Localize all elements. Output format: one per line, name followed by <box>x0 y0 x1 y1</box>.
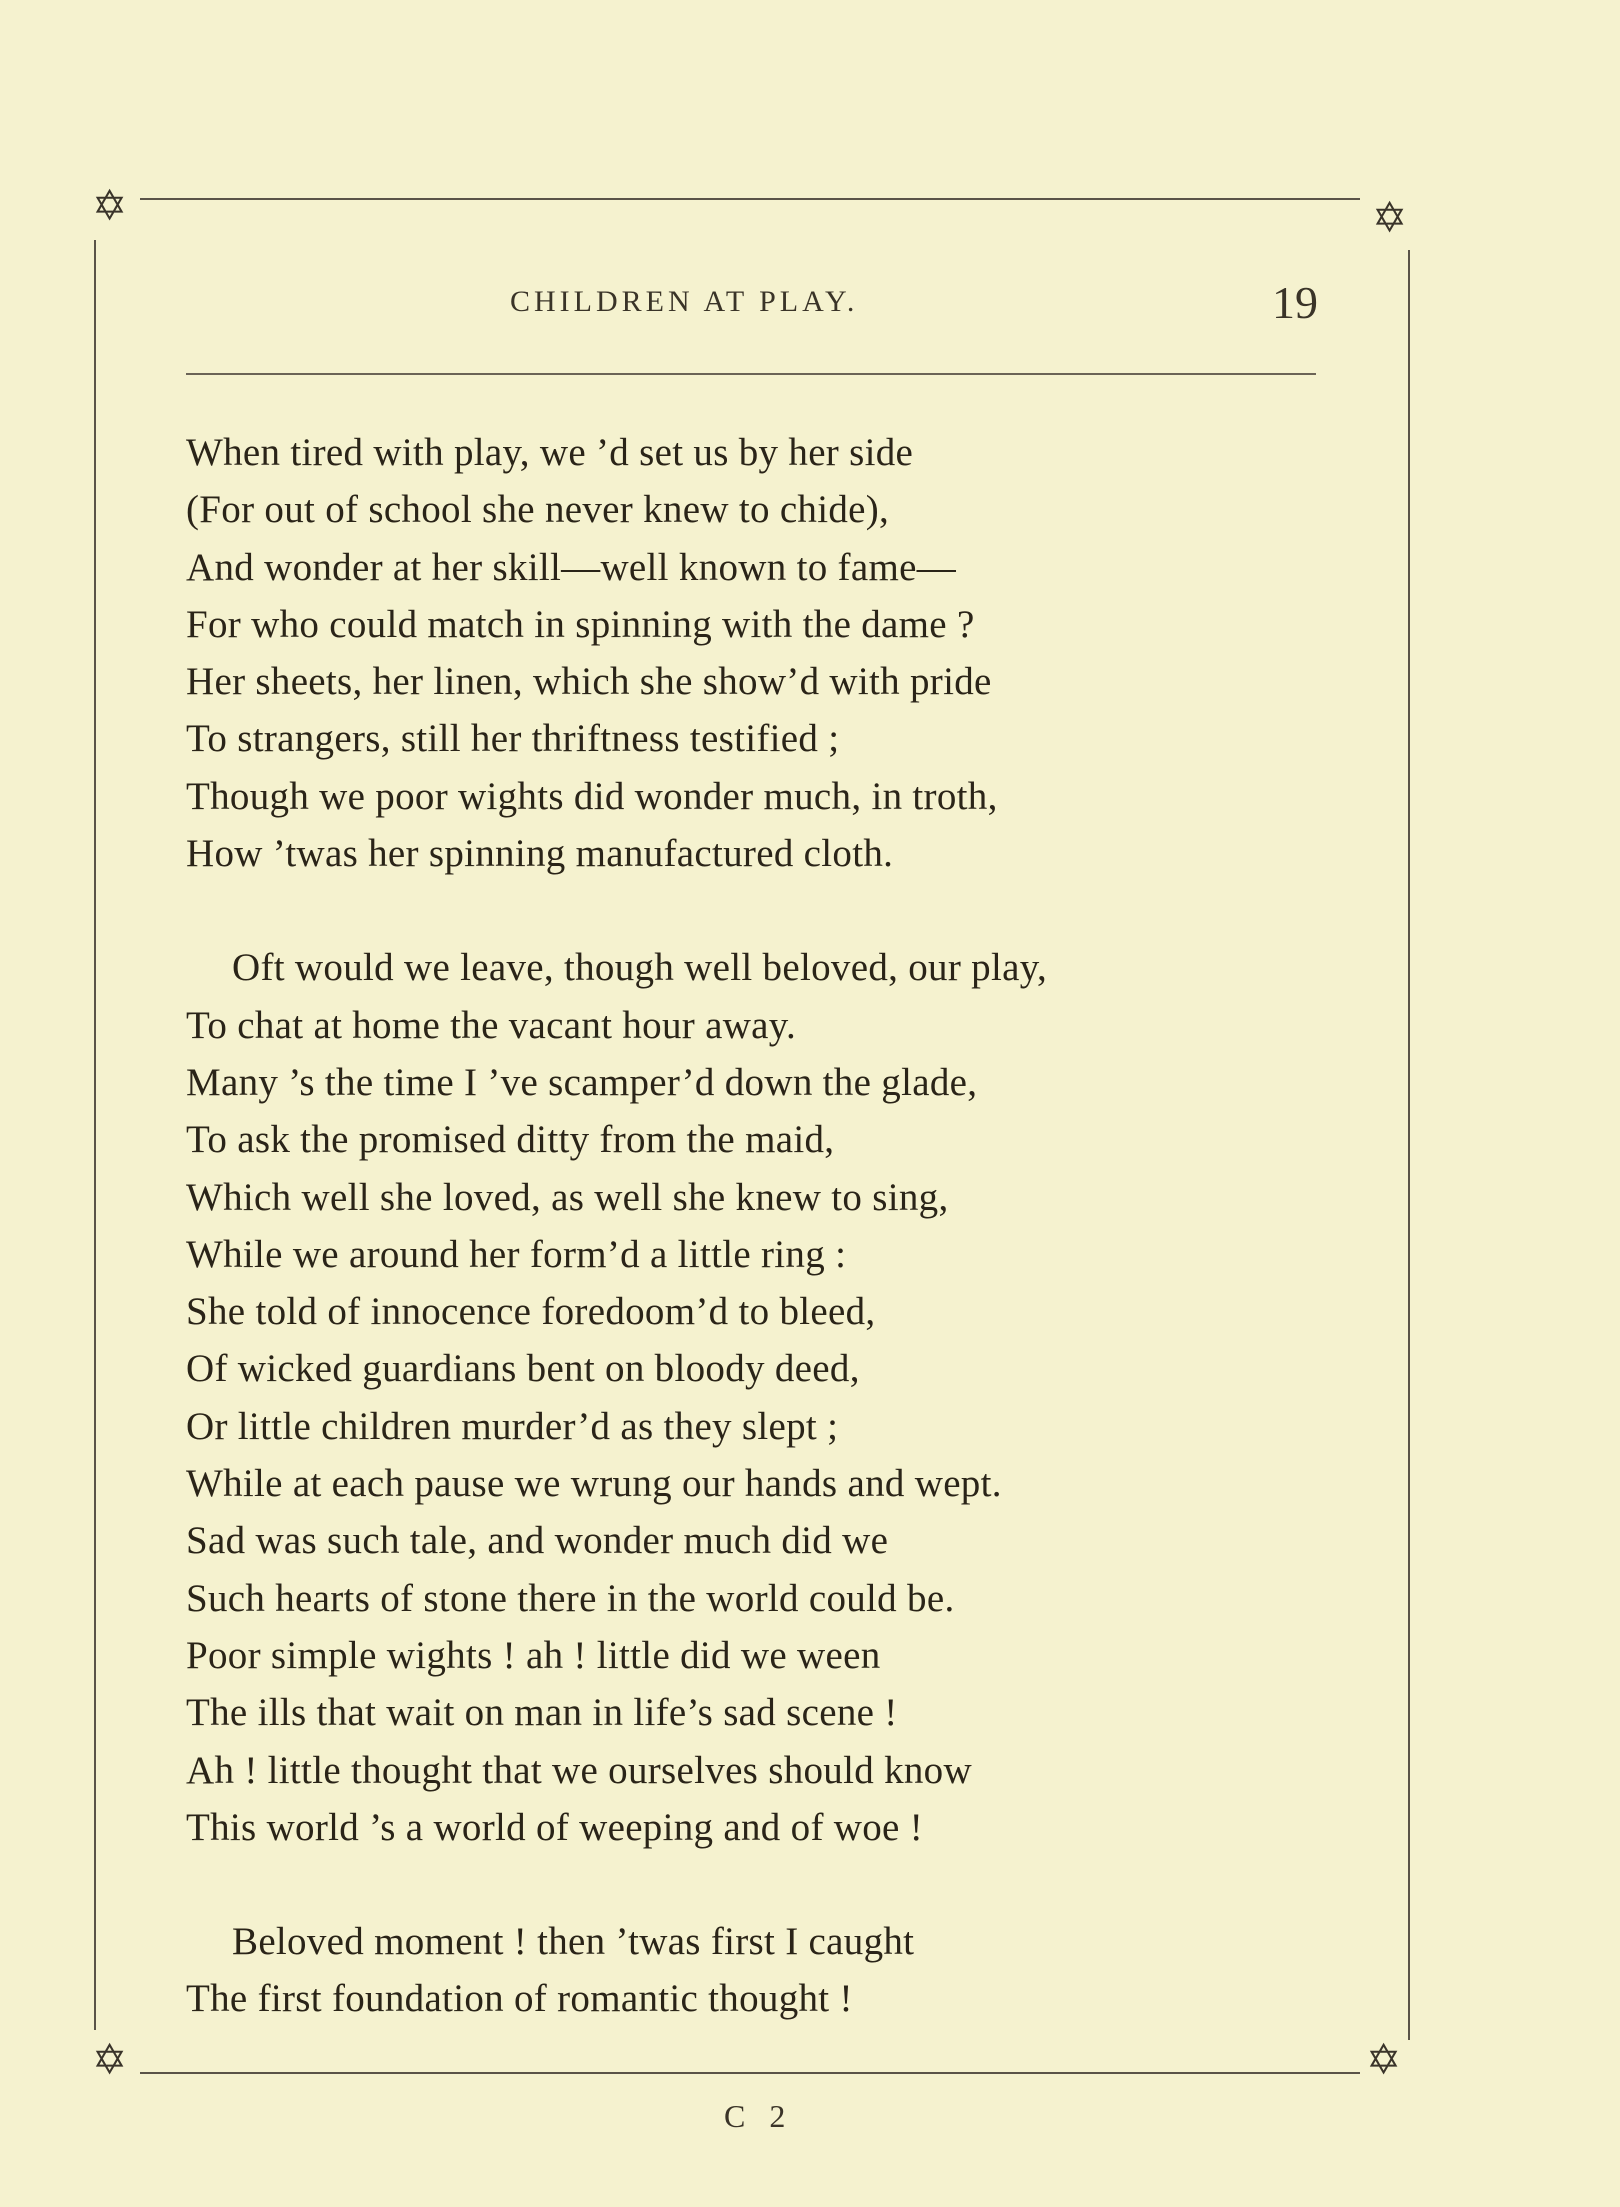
poem-line: Sad was such tale, and wonder much did we <box>186 1519 889 1563</box>
poem-line: Poor simple wights ! ah ! little did we ween <box>186 1633 881 1677</box>
poem-line: The ills that wait on man in life’s sad scene ! <box>186 1691 898 1735</box>
frame-left-line <box>94 240 96 2030</box>
frame-top-line <box>140 198 1360 200</box>
poem-line: Which well she loved, as well she knew to sing, <box>186 1175 949 1219</box>
poem-line: For who could match in spinning with the dame ? <box>186 602 975 646</box>
ornament-icon-bottom-left: ✡ <box>92 2038 128 2084</box>
poem-line: While at each pause we wrung our hands and wept. <box>186 1462 1002 1506</box>
poem-line: Ah ! little thought that we ourselves should know <box>186 1748 972 1792</box>
poem-line: Many ’s the time I ’ve scamper’d down the glade, <box>186 1060 978 1104</box>
stanza-1 <box>186 424 1047 882</box>
poem-line: This world ’s a world of weeping and of woe ! <box>186 1805 923 1849</box>
poem-line: To ask the promised ditty from the maid, <box>186 1118 835 1162</box>
poem-line: (For out of school she never knew to chide), <box>186 488 890 532</box>
poem-line: Or little children murder’d as they slept ; <box>186 1404 839 1448</box>
poem-line: And wonder at her skill—well known to fame— <box>186 545 956 589</box>
poem-line: To strangers, still her thriftness testified ; <box>186 717 840 761</box>
ornament-icon-top-right: ✡ <box>1372 196 1408 242</box>
poem-line: How ’twas her spinning manufactured cloth. <box>186 832 894 876</box>
frame-right-line <box>1408 250 1410 2040</box>
ornament-icon-top-left: ✡ <box>92 184 128 230</box>
poem-line: When tired with play, we ’d set us by her side <box>186 431 914 474</box>
ornament-icon-bottom-right: ✡ <box>1366 2038 1402 2084</box>
poem-line: Though we poor wights did wonder much, in troth, <box>186 774 998 818</box>
running-title: CHILDREN AT PLAY. <box>510 285 859 318</box>
poem-line: She told of innocence foredoom’d to bleed, <box>186 1290 876 1334</box>
poem-line: Of wicked guardians bent on bloody deed, <box>186 1347 860 1391</box>
stanza-2 <box>186 939 1047 1856</box>
poem-line: To chat at home the vacant hour away. <box>186 1003 797 1047</box>
page-number: 19 <box>1272 277 1318 328</box>
header-rule <box>186 373 1316 375</box>
frame-bottom-line <box>140 2072 1360 2074</box>
signature-mark: C 2 <box>724 2098 794 2134</box>
poem-line: Oft would we leave, though well beloved, our play, <box>232 946 1048 990</box>
poem-line: Her sheets, her linen, which she show’d with pride <box>186 660 992 704</box>
stanza-3 <box>186 1913 1047 2028</box>
poem-line: Such hearts of stone there in the world could be. <box>186 1576 955 1620</box>
poem-line: The first foundation of romantic thought ! <box>186 1977 853 2021</box>
poem-line: Beloved moment ! then ’twas first I caught <box>232 1920 915 1964</box>
poem-body <box>186 424 1047 2028</box>
poem-line: While we around her form’d a little ring : <box>186 1232 847 1276</box>
